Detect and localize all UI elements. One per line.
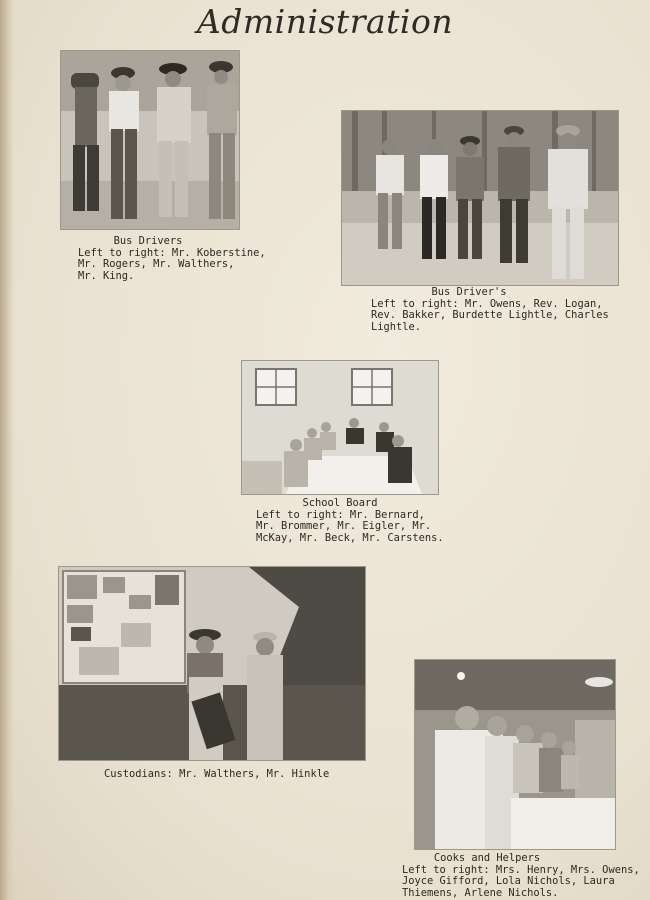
bus-drivers-caption-2 (371, 287, 609, 333)
caption-line: Rev. Bakker, Burdette Lightle, Charles (371, 309, 609, 321)
school-board-photo (241, 360, 439, 495)
caption-heading: Bus Driver's (431, 286, 507, 298)
cooks-caption (402, 853, 640, 899)
caption-line: Custodians: Mr. Walthers, Mr. Hinkle (104, 768, 330, 780)
bus-drivers-photo-1 (60, 50, 240, 230)
caption-line: Mr. Brommer, Mr. Eigler, Mr. (256, 520, 432, 532)
caption-line: Joyce Gifford, Lola Nichols, Laura (402, 875, 615, 887)
caption-heading: Bus Drivers (113, 235, 183, 247)
caption-line: Left to right: Mr. Owens, Rev. Logan, (371, 297, 603, 310)
caption-line: Mr. Rogers, Mr. Walthers, (78, 258, 235, 270)
caption-line: Left to right: Mr. Bernard, (256, 508, 425, 521)
page-binding-edge (0, 0, 14, 900)
caption-line: Left to right: Mr. Koberstine, (78, 246, 266, 259)
bus-drivers-caption-1 (78, 236, 266, 282)
caption-heading: Cooks and Helpers (433, 852, 541, 864)
caption-line: Thiemens, Arlene Nichols. (402, 886, 559, 899)
caption-line: Mr. King. (78, 269, 135, 282)
caption-line: McKay, Mr. Beck, Mr. Carstens. (256, 531, 444, 544)
cooks-photo (414, 659, 616, 850)
custodians-photo (58, 566, 366, 761)
caption-heading: School Board (302, 497, 378, 509)
caption-line: Left to right: Mrs. Henry, Mrs. Owens, (402, 863, 640, 876)
school-board-caption (256, 498, 444, 544)
caption-line: Lightle. (371, 320, 422, 333)
bus-drivers-photo-2 (341, 110, 619, 286)
page-title: Administration (196, 2, 454, 41)
custodians-caption (104, 769, 329, 781)
